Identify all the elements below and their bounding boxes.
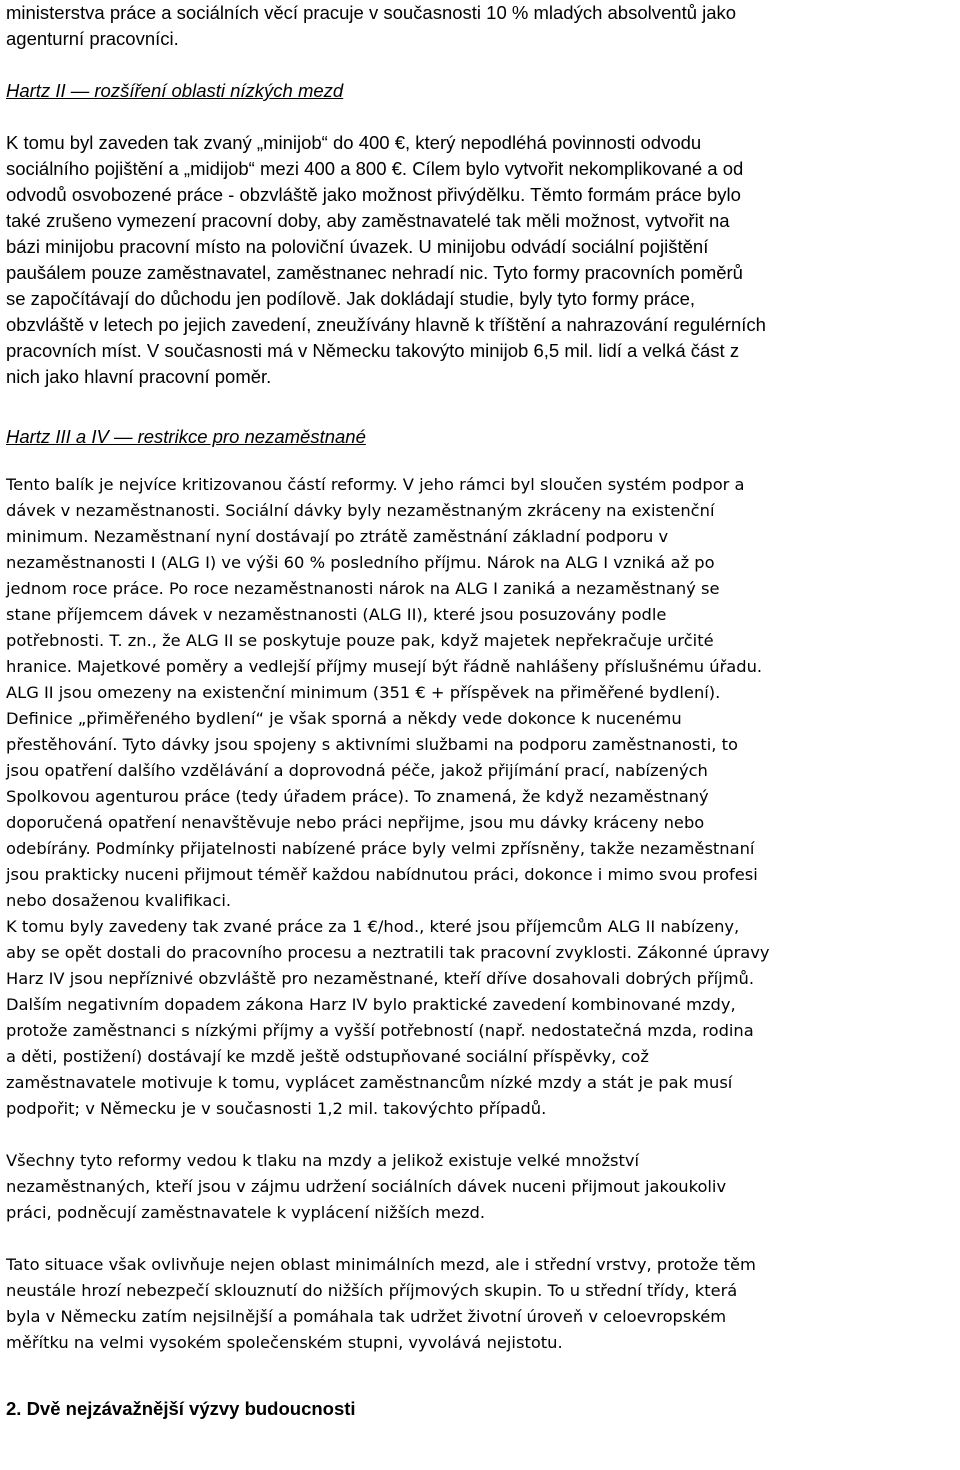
document-page — [6, 0, 956, 1422]
hartz-iii-iv-paragraph: Tento balík je nejvíce kritizovanou částí reformy. V jeho rámci byl sloučen systém podpor a dávek v nezaměstnanosti. Sociální dávky byly nezaměstnaným zkráceny na existenční minimum. Nezaměstnaní nyní dostávají po ztrátě zaměstnání základní podporu v nezaměstnanosti I (ALG I) ve výši 60 % posledního příjmu. Nárok na ALG I vzniká až po jednom roce práce. Po roce nezaměstnanosti nárok na ALG I zaniká a nezaměstnaný se stane příjemcem dávek v nezaměstnanosti (ALG II), které jsou posuzovány podle potřebnosti. T. zn., že ALG II se poskytuje pouze pak, když majetek nepřekračuje určité hranice. Majetkové poměry a vedlejší příjmy musejí být řádně nahlášeny příslušnému úřadu. ALG II jsou omezeny na existenční minimum (351 € + příspěvek na přiměřené bydlení). Definice „přiměřeného bydlení“ je však sporná a někdy vede dokonce k nucenému přestěhování. Tyto dávky jsou spojeny s aktivními službami na podporu zaměstnanosti, to jsou opatření dalšího vzdělávání a doprovodná péče, jakož přijímání prací, nabízených Spolkovou agenturou práce (tedy úřadem práce). To znamená, že když nezaměstnaný doporučená opatření nenavštěvuje nebo práci nepřijme, jsou mu dávky kráceny nebo odebírány. Podmínky přijatelnosti nabízené práce byly velmi zpřísněny, takže nezaměstnaní jsou prakticky nuceni přijmout téměř každou nabídnutou práci, dokonce i mimo svou profesi nebo dosaženou kvalifikaci. K tomu byly zavedeny tak zvané práce za 1 €/hod., které jsou příjemcům ALG II nabízeny, aby se opět dostali do pracovního procesu a neztratili tak pracovní zvyklosti. Zákonné úpravy Harz IV jsou nepříznivé obzvláště pro nezaměstnané, kteří dříve dosahovali dobrých příjmů. Dalším negativním dopadem zákona Harz IV bylo praktické zavedení kombinované mzdy, protože zaměstnanci s nízkými příjmy a vyšší potřebností (např. nedostatečná mzda, rodina a děti, postižení) dostávají ke mzdě ještě odstupňované sociální příspěvky, což zaměstnavatele motivuje k tomu, vyplácet zaměstnancům nízké mzdy a stát je pak musí podpořit; v Německu je v současnosti 1,2 mil. takovýchto případů. — [6, 475, 770, 1118]
situation-paragraph: Tato situace však ovlivňuje nejen oblast minimálních mezd, ale i střední vrstvy, protože těm neustále hrozí nebezpečí sklouznutí do nižších příjmových skupin. To u střední třídy, která byla v Německu zatím nejsilnější a pomáhala tak udržet životní úroveň v celoevropském měřítku na velmi vysokém společenském stupni, vyvolává nejistotu. — [6, 1255, 756, 1352]
reforms-paragraph: Všechny tyto reformy vedou k tlaku na mzdy a jelikož existuje velké množství nezaměstnaných, kteří jsou v zájmu udržení sociálních dávek nuceni přijmout jakoukoliv práci, podněcují zaměstnavatele k vyplácení nižších mezd. — [6, 1151, 727, 1222]
intro-paragraph: ministerstva práce a sociálních věcí pracuje v současnosti 10 % mladých absolventů jako agenturní pracovníci. — [6, 2, 737, 49]
hartz-ii-heading: Hartz II — rozšíření oblasti nízkých mezd — [6, 80, 344, 101]
hartz-iii-iv-heading: Hartz III a IV — restrikce pro nezaměstnané — [6, 426, 366, 447]
hartz-ii-paragraph: K tomu byl zaveden tak zvaný „minijob“ do 400 €, který nepodléhá povinnosti odvodu sociálního pojištění a „midijob“ mezi 400 a 800 €. Cílem bylo vytvořit nekomplikované a od odvodů osvobozené práce - obzvláště jako možnost přivýdělku. Těmto formám práce bylo také zrušeno vymezení pracovní doby, aby zaměstnavatelé tak měli možnost, vytvořit na bázi minijobu pracovní místo na poloviční úvazek. U minijobu odvádí sociální pojištění paušálem pouze zaměstnavatel, zaměstnanec nehradí nic. Tyto formy pracovních poměrů se započítávají do důchodu jen podílově. Jak dokládají studie, byly tyto formy práce, obzvláště v letech po jejich zavedení, zneužívány hlavně k tříštění a nahrazování regulérních pracovních míst. V současnosti má v Německu takovýto minijob 6,5 mil. lidí a velká část z nich jako hlavní pracovní poměr. — [6, 132, 766, 387]
section-2-title: 2. Dvě nejzávažnější výzvy budoucnosti — [6, 1398, 356, 1419]
